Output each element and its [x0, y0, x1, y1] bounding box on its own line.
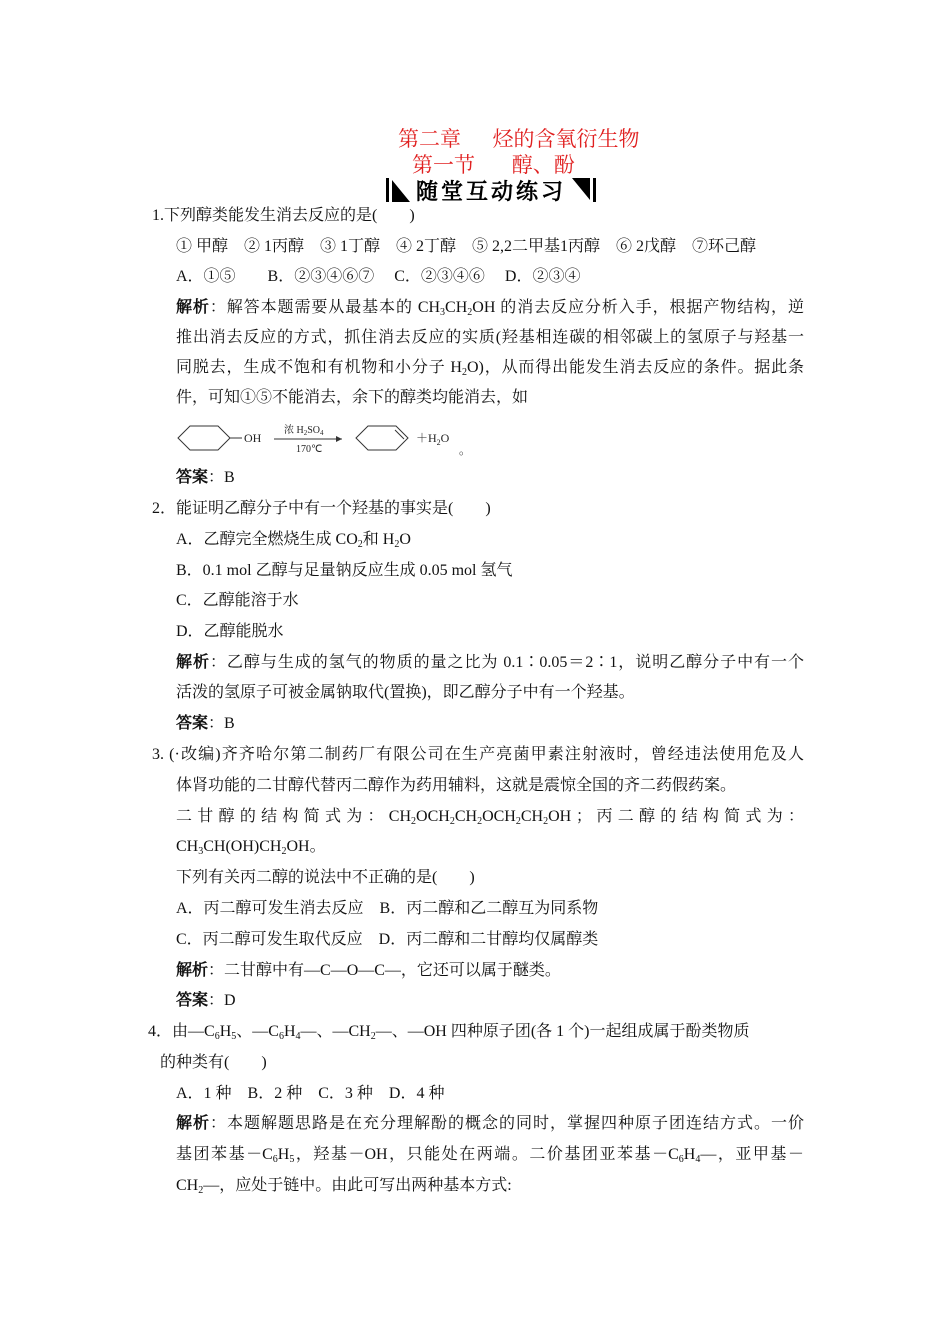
q4-analysis-line-1: 解析：本题解题思路是在充分理解酚的概念的同时，掌握四种原子团连结方式。一价 [176, 1115, 804, 1132]
answer-label: 答案 [176, 992, 209, 1009]
q1-analysis-line-4: 件，可知①⑤不能消去，余下的醇类均能消去，如 [176, 389, 529, 406]
q2-option-c: C．乙醇能溶于水 [176, 592, 299, 609]
banner-text: 随堂互动练习 [415, 179, 566, 205]
banner-left-corner-icon [386, 176, 412, 204]
q3-stem-line-3: 二 甘 醇 的 结 构 简 式 为 ： $CH_2OCH_2CH_2OCH_2CH_2OH$ ； 丙 二 醇 的 结 构 简 式 为 ： [176, 808, 804, 827]
practice-banner [370, 175, 612, 205]
q1-answer: 答案：B [176, 469, 235, 486]
banner-right-corner-icon [570, 176, 596, 204]
q2-option-d: D．乙醇能脱水 [176, 623, 284, 640]
q4-stem-line-1: 4．由$—C_6H_5$、$—C_6H_4—$、$—CH_2—$、—OH 四种原子团(各 1 个)一起组成属于酚类物质 [148, 1023, 750, 1042]
q4-stem-line-2: 的种类有( ) [160, 1054, 267, 1071]
q3-stem-line-4: $CH_3CH(OH)CH_2OH$。 [176, 838, 326, 857]
cyclohexene-ring-icon [356, 426, 408, 450]
q2-analysis-line-1: 解析：乙醇与生成的氢气的物质的量之比为 0.1∶0.05＝2∶1，说明乙醇分子中有一个 [176, 654, 804, 671]
q4-analysis-line-3: $CH_2—$，应处于链中。由此可写出两种基本方式: [176, 1177, 512, 1196]
q2-stem: 2．能证明乙醇分子中有一个羟基的事实是( ) [152, 500, 491, 517]
q3-options-ab: A．丙二醇可发生消去反应 B．丙二醇和乙二醇互为同系物 [176, 900, 599, 917]
svg-text:OH: OH [244, 431, 262, 445]
q3-options-cd: C．丙二醇可发生取代反应 D．丙二醇和二甘醇均仅属醇类 [176, 931, 599, 948]
analysis-label: 解析 [176, 962, 209, 979]
svg-text:浓 H2SO4: 浓 $H_2SO_4$ [284, 425, 324, 437]
q1-list: ① 甲醇 ② 1丙醇 ③ 1丁醇 ④ 2丁醇 ⑤ 2,2二甲基1丙醇 ⑥ 2戊醇 ⑦环己醇 [176, 238, 757, 255]
q3-answer: 答案：D [176, 992, 236, 1009]
q1-analysis-line-3: 同脱去，生成不饱和有机物和小分子 $H_2O$)，从而得出能发生消去反应的条件。据此条 [176, 359, 804, 378]
q1-stem: 1.下列醇类能发生消去反应的是( ) [152, 207, 415, 224]
svg-text:。: 。 [459, 443, 472, 457]
cyclohexane-ring-icon [178, 426, 230, 450]
q3-analysis: 解析：二甘醇中有—C—O—C—，它还可以属于醚类。 [176, 962, 561, 979]
q2-option-a: A．乙醇完全燃烧生成 $CO_2$和 $H_2O$ [176, 531, 411, 550]
chapter-title: 烃的含氧衍生物 [492, 127, 640, 151]
analysis-label: 解析 [176, 299, 210, 316]
q1-analysis-line-2: 推出消去反应的方式，抓住消去反应的实质(羟基相连碳的相邻碳上的氢原子与羟基一 [176, 329, 804, 346]
answer-label: 答案 [176, 469, 209, 486]
answer-label: 答案 [176, 715, 209, 732]
q3-question: 下列有关丙二醇的说法中不正确的是( ) [176, 869, 475, 886]
q4-analysis-line-2: 基团苯基$-C_6H_5$，羟基－OH，只能处在两端。二价基团亚苯基$-C_6H_4—$，亚甲基－ [176, 1146, 804, 1165]
q2-analysis-line-2: 活泼的氢原子可被金属钠取代(置换)，即乙醇分子中有一个羟基。 [176, 684, 635, 701]
svg-text:170℃: 170℃ [296, 444, 323, 455]
q2-option-b: B．0.1 mol 乙醇与足量钠反应生成 0.05 mol 氢气 [176, 562, 513, 579]
svg-text:＋H2O: $+H_2O$ [416, 431, 450, 447]
q2-answer: 答案：B [176, 715, 235, 732]
section-title: 醇、酚 [511, 153, 575, 177]
analysis-label: 解析 [176, 1115, 210, 1132]
cyclohexanol-dehydration-reaction [176, 418, 476, 458]
section-number: 第一节 [412, 153, 475, 177]
analysis-label: 解析 [176, 654, 210, 671]
chapter-number: 第二章 [398, 127, 461, 151]
q4-options: A．1 种 B．2 种 C．3 种 D．4 种 [176, 1085, 445, 1102]
q1-options: A．①⑤ B．②③④⑥⑦ C．②③④⑥ D．②③④ [176, 268, 581, 285]
q3-stem-line-2: 体肾功能的二甘醇代替丙二醇作为药用辅料，这就是震惊全国的齐二药假药案。 [176, 777, 737, 794]
q3-stem-line-1: 3. (·改编)齐齐哈尔第二制药厂有限公司在生产亮菌甲素注射液时，曾经违法使用危及人 [152, 746, 804, 763]
q1-analysis-line-1: 解析：解答本题需要从最基本的 $CH_3CH_2OH$ 的消去反应分析入手，根据产物结构，逆 [176, 299, 804, 318]
